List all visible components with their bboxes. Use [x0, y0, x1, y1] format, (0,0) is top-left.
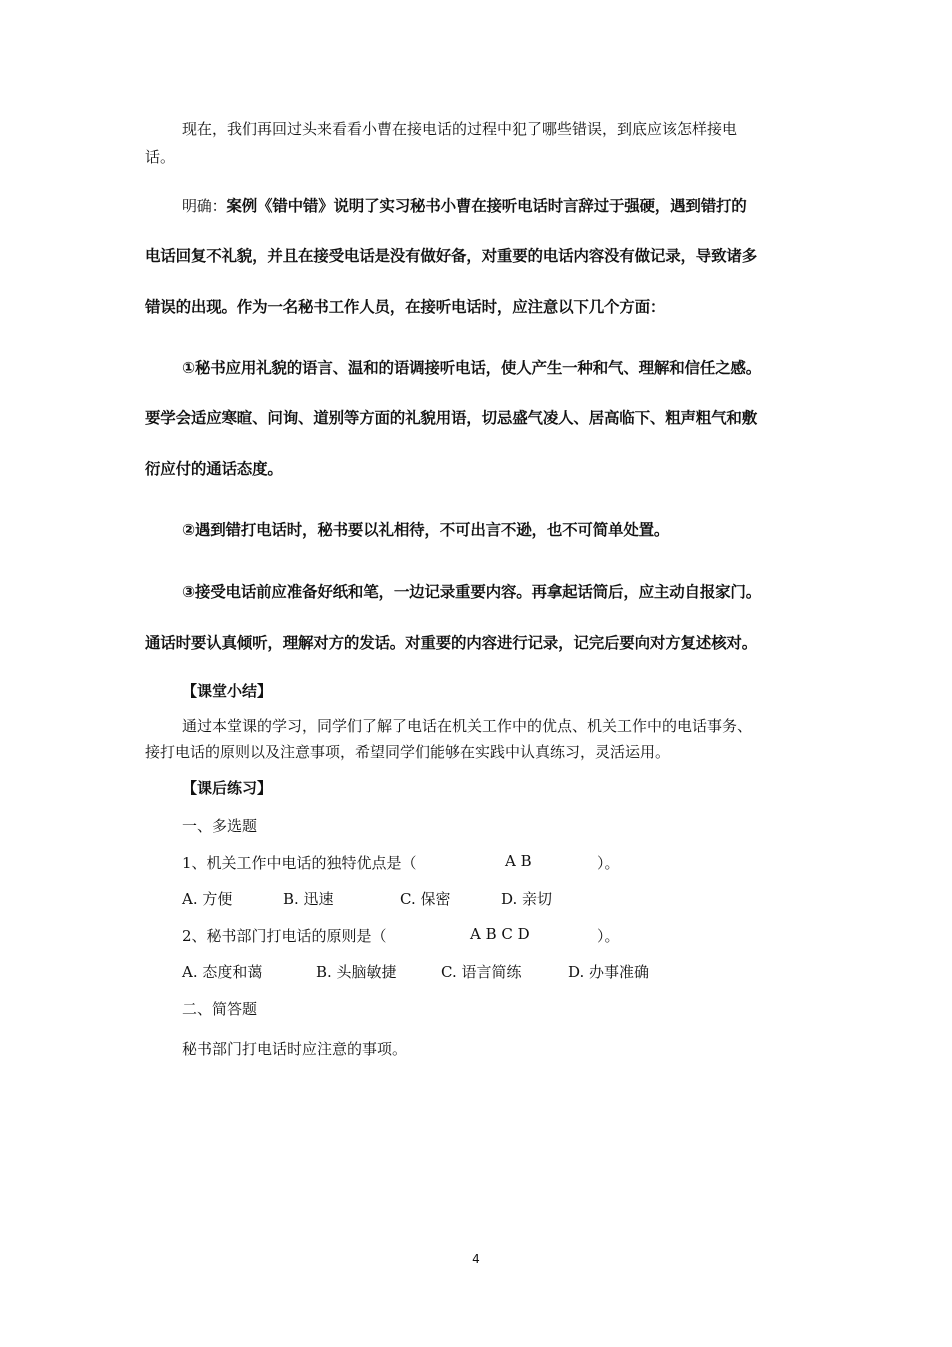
clarify-line-2: 电话回复不礼貌，并且在接受电话是没有做好备，对重要的电话内容没有做记录，导致诸多 [145, 247, 758, 265]
point-3-line-2: 通话时要认真倾听，理解对方的发话。对重要的内容进行记录，记完后要向对方复述核对。 [145, 634, 758, 652]
q2-option-c: C. 语言简练 [441, 963, 522, 981]
point-2: ②遇到错打电话时，秘书要以礼相待，不可出言不逊，也不可简单处置。 [182, 521, 670, 539]
clarify-line-1 [182, 194, 747, 216]
clarify-label: 明确： [182, 197, 227, 215]
q1-option-a: A. 方便 [182, 890, 233, 908]
exercise-heading: 【课后练习】 [182, 779, 273, 797]
point-3-line-1: ③接受电话前应准备好纸和笔，一边记录重要内容。再拿起话筒后，应主动自报家门。 [182, 583, 762, 601]
q1-option-c: C. 保密 [400, 890, 451, 908]
question-1 [182, 852, 417, 873]
summary-line-1: 通过本堂课的学习，同学们了解了电话在机关工作中的优点、机关工作中的电话事务、 [182, 717, 753, 735]
q2-option-d: D. 办事准确 [568, 963, 650, 981]
point-1-line-3: 衍应付的通话态度。 [145, 460, 283, 478]
question-2-end: ）。 [597, 927, 620, 945]
summary-line-2: 接打电话的原则以及注意事项，希望同学们能够在实践中认真练习，灵活运用。 [145, 743, 671, 761]
q1-option-d: D. 亲切 [501, 890, 553, 908]
question-2-answer: A B C D [470, 925, 530, 943]
page-number: 4 [472, 1252, 480, 1266]
q2-option-b: B. 头脑敏捷 [316, 963, 397, 981]
question-1-answer: A B [505, 852, 532, 870]
q2-option-a: A. 态度和蔼 [182, 963, 263, 981]
question-1-text: 1、机关工作中电话的独特优点是（ [182, 854, 417, 872]
clarify-text-1: 案例《错中错》说明了实习秘书小曹在接听电话时言辞过于强硬，遇到错打的 [226, 197, 747, 215]
q1-option-b: B. 迅速 [283, 890, 334, 908]
summary-heading: 【课堂小结】 [182, 682, 273, 700]
question-2: 2、秘书部门打电话的原则是（ [182, 927, 387, 945]
point-1-line-2: 要学会适应寒暄、问询、道别等方面的礼貌用语，切忌盛气凌人、居高临下、粗声粗气和敷 [145, 409, 758, 427]
intro-line-2: 话。 [145, 148, 176, 166]
question-3: 秘书部门打电话时应注意的事项。 [182, 1040, 408, 1058]
section-multiple-choice: 一、多选题 [182, 817, 258, 835]
point-1-line-1: ①秘书应用礼貌的语言、温和的语调接听电话，使人产生一种和气、理解和信任之感。 [182, 359, 762, 377]
clarify-line-3: 错误的出现。作为一名秘书工作人员，在接听电话时，应注意以下几个方面： [145, 298, 666, 316]
intro-line-1: 现在，我们再回过头来看看小曹在接电话的过程中犯了哪些错误，到底应该怎样接电 [182, 120, 738, 138]
section-short-answer: 二、简答题 [182, 1000, 258, 1018]
question-1-end: ）。 [597, 854, 620, 872]
